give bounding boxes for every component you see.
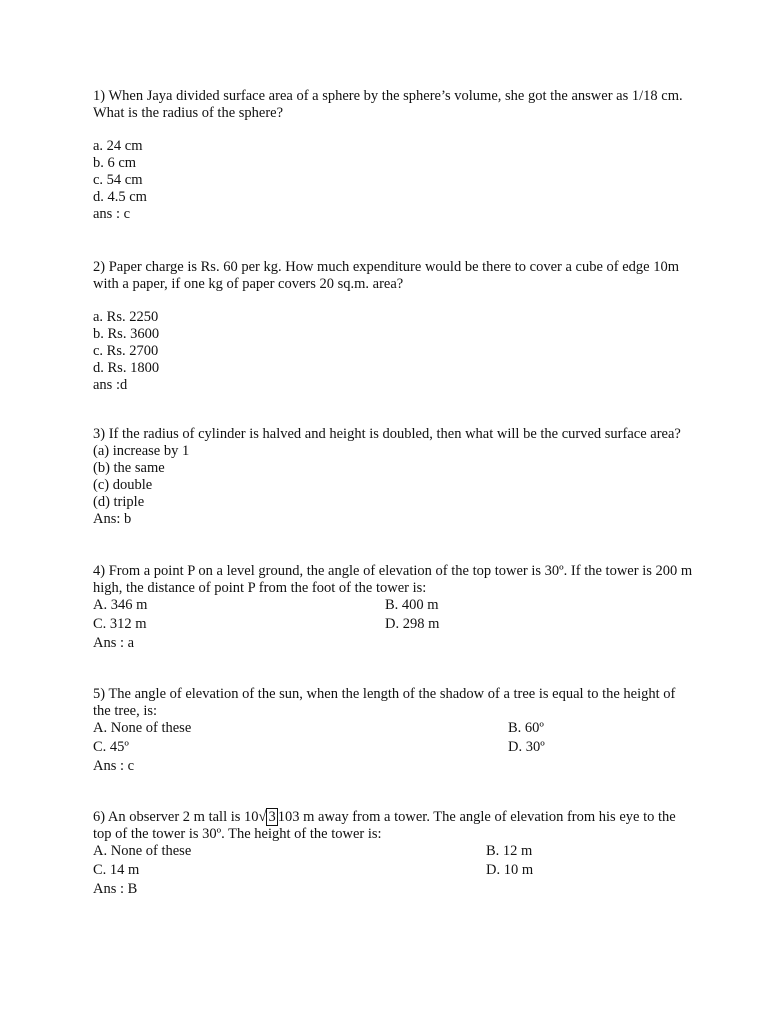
question-stem: 4) From a point P on a level ground, the angle of elevation of the top tower is 30º. If the tower is 200 m high, the distance of point P from the foot of the tower is:	[93, 563, 693, 596]
question-stem: 5) The angle of elevation of the sun, when the length of the shadow of a tree is equal to the height of the tree, is:	[93, 686, 676, 719]
option: A. 346 m	[93, 597, 148, 613]
question-5	[93, 686, 693, 775]
answer: Ans: b	[93, 511, 132, 527]
question-stem	[93, 809, 693, 843]
answer: ans : c	[93, 206, 131, 222]
option: a. 24 cm	[93, 138, 143, 154]
answer: Ans : c	[93, 758, 135, 774]
answer: ans :d	[93, 377, 128, 393]
option: d. 4.5 cm	[93, 189, 147, 205]
question-6	[93, 809, 693, 898]
boxed-digit: 3	[268, 809, 276, 825]
option: a. Rs. 2250	[93, 309, 159, 325]
question-3	[93, 426, 693, 528]
option: (a) increase by 1	[93, 443, 190, 459]
question-4	[93, 563, 693, 652]
option: d. Rs. 1800	[93, 360, 160, 376]
option: C. 312 m	[93, 616, 147, 632]
option: b. 6 cm	[93, 155, 137, 171]
option: (c) double	[93, 477, 153, 493]
question-stem: 2) Paper charge is Rs. 60 per kg. How much expenditure would be there to cover a cube of edge 10m with a paper, if one kg of paper covers 20 sq.m. area?	[93, 259, 679, 292]
option: (b) the same	[93, 460, 165, 476]
option: B. 60º	[508, 720, 544, 736]
answer: Ans : B	[93, 881, 138, 897]
option: B. 400 m	[385, 597, 439, 613]
option: C. 14 m	[93, 862, 140, 878]
question-2	[93, 259, 693, 394]
option: A. None of these	[93, 720, 192, 736]
question-1	[93, 88, 693, 223]
option: D. 10 m	[486, 862, 534, 878]
stem-part: 103 m away from a tower. The angle of elevation from his eye to the top of the tower is 30º. The height of the tower is:	[93, 809, 676, 842]
question-stem: 1) When Jaya divided surface area of a sphere by the sphere’s volume, she got the answer as 1/18 cm. What is the radius of the sphere?	[93, 88, 683, 121]
option: A. None of these	[93, 843, 192, 859]
document-page	[93, 88, 693, 898]
option: c. Rs. 2700	[93, 343, 159, 359]
answer: Ans : a	[93, 635, 135, 651]
stem-part: 6) An observer 2 m tall is 10√	[93, 809, 267, 825]
option: B. 12 m	[486, 843, 533, 859]
option: (d) triple	[93, 494, 145, 510]
option: C. 45º	[93, 739, 129, 755]
option: D. 298 m	[385, 616, 440, 632]
option: b. Rs. 3600	[93, 326, 160, 342]
option: c. 54 cm	[93, 172, 143, 188]
option: D. 30º	[508, 739, 545, 755]
question-stem: 3) If the radius of cylinder is halved and height is doubled, then what will be the curved surface area?	[93, 426, 681, 442]
